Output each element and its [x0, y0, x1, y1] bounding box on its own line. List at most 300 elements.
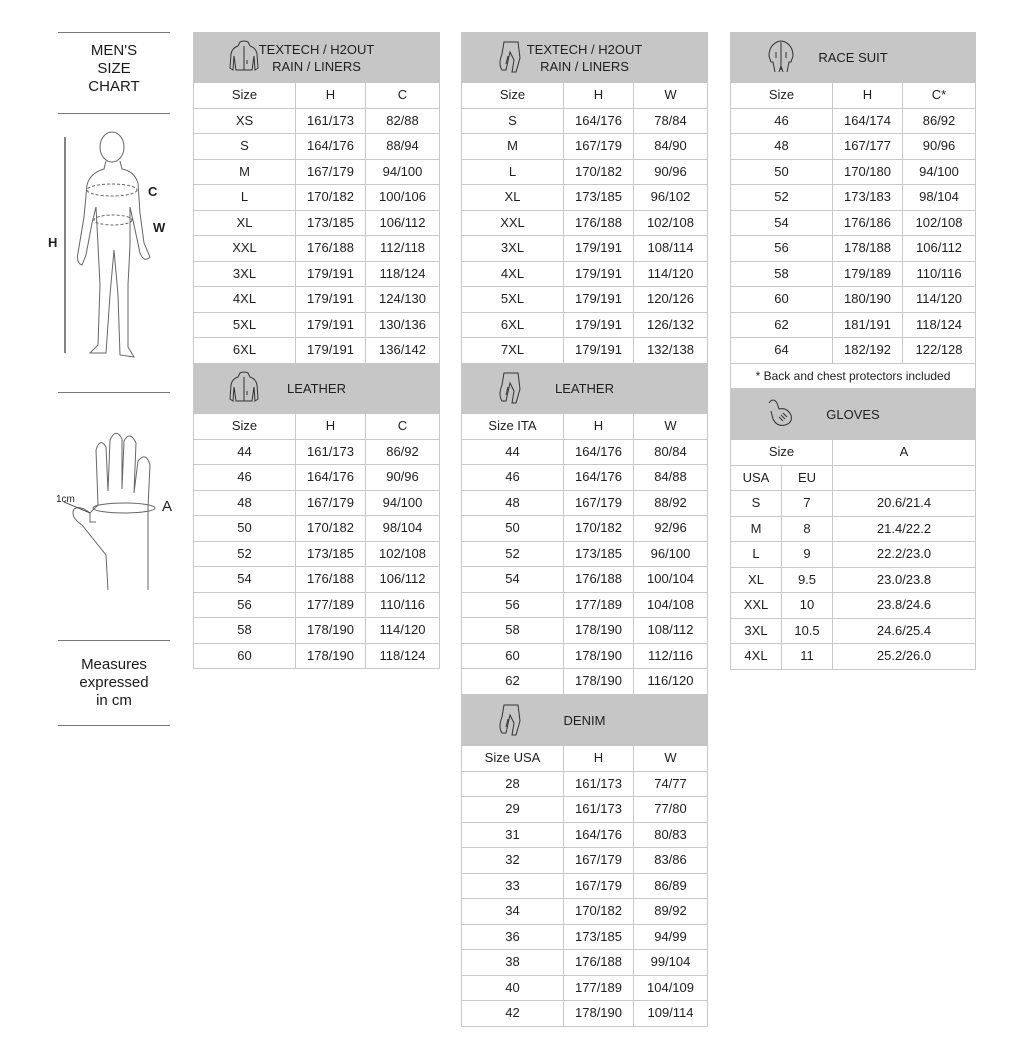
table-row: [194, 236, 440, 262]
table-cell: 164/176: [564, 465, 634, 491]
table-cell: 130/136: [366, 312, 440, 338]
table-cell: 173/185: [564, 185, 634, 211]
table-row: [731, 338, 976, 364]
table-cell: 62: [462, 669, 564, 695]
glove-icon: [765, 397, 797, 431]
table-row: [731, 108, 976, 134]
table-cell: 170/182: [564, 516, 634, 542]
table-cell: L: [194, 185, 296, 211]
table-cell: 58: [194, 618, 296, 644]
table-cell: 9.5: [782, 567, 833, 593]
table-cell: 167/179: [296, 490, 366, 516]
table-cell: 102/108: [634, 210, 708, 236]
table-cell: 10: [782, 593, 833, 619]
table-row: [194, 465, 440, 491]
column-header: H: [296, 83, 366, 109]
table-cell: 173/185: [564, 541, 634, 567]
table-row: [462, 797, 708, 823]
table-cell: 176/188: [564, 950, 634, 976]
column-header: Size ITA: [462, 414, 564, 440]
table-cell: 33: [462, 873, 564, 899]
table-row: [194, 159, 440, 185]
table-cell: 164/176: [564, 439, 634, 465]
table-cell: 52: [731, 185, 833, 211]
table-cell: 42: [462, 1001, 564, 1027]
column-headers: [731, 83, 976, 109]
table-cell: 83/86: [634, 848, 708, 874]
table-header: [731, 390, 976, 440]
table-row: [462, 592, 708, 618]
column-header: C: [366, 414, 440, 440]
table-row: [462, 848, 708, 874]
table-cell: 21.4/22.2: [833, 516, 976, 542]
table-row: [194, 439, 440, 465]
table-row: [731, 491, 976, 517]
table-row: [194, 516, 440, 542]
table-cell: 104/109: [634, 975, 708, 1001]
table-cell: 122/128: [903, 338, 976, 364]
table-gloves: [730, 389, 976, 670]
table-cell: 179/191: [296, 338, 366, 364]
table-cell: 118/124: [903, 312, 976, 338]
table-cell: 167/179: [564, 134, 634, 160]
table-cell: 179/191: [296, 261, 366, 287]
table-cell: 40: [462, 975, 564, 1001]
table-cell: 58: [731, 261, 833, 287]
table-cell: M: [731, 516, 782, 542]
table-row: [194, 338, 440, 364]
table-cell: 54: [462, 567, 564, 593]
table-cell: 173/185: [564, 924, 634, 950]
pants-icon: [496, 40, 528, 74]
svg-text:W: W: [153, 220, 166, 235]
jacket-icon: [228, 371, 260, 405]
title-line: MEN'S: [90, 42, 138, 59]
note-line: Measures: [81, 656, 147, 673]
table-row: [462, 516, 708, 542]
table-cell: 170/182: [564, 899, 634, 925]
table-cell: 62: [731, 312, 833, 338]
column-header: Size: [194, 414, 296, 440]
table-cell: 179/191: [564, 236, 634, 262]
divider: [58, 392, 170, 393]
table-cell: 170/180: [833, 159, 903, 185]
table-title: TEXTECH / H2OUT: [526, 41, 643, 57]
table-cell: 7: [782, 491, 833, 517]
column-headers: [194, 414, 440, 440]
table-row: [194, 567, 440, 593]
table-cell: 60: [731, 287, 833, 313]
table-cell: 90/96: [634, 159, 708, 185]
table-cell: 116/120: [634, 669, 708, 695]
table-cell: 181/191: [833, 312, 903, 338]
table-cell: 56: [194, 592, 296, 618]
table-row: [731, 542, 976, 568]
table-cell: 98/104: [366, 516, 440, 542]
table-cell: 173/183: [833, 185, 903, 211]
table-row: [462, 236, 708, 262]
table-cell: 56: [462, 592, 564, 618]
table-cell: 164/176: [296, 465, 366, 491]
table-cell: 170/182: [296, 516, 366, 542]
table-header: [194, 364, 440, 414]
table-cell: 31: [462, 822, 564, 848]
table-cell: 102/108: [903, 210, 976, 236]
table-row: [731, 159, 976, 185]
table-jacket-leather: [193, 363, 440, 669]
table-cell: 89/92: [634, 899, 708, 925]
table-cell: M: [194, 159, 296, 185]
table-cell: 176/188: [296, 567, 366, 593]
note-line: in cm: [96, 692, 132, 709]
table-cell: 96/100: [634, 541, 708, 567]
table-row: [194, 312, 440, 338]
table-cell: 88/92: [634, 490, 708, 516]
table-row: [194, 134, 440, 160]
table-cell: 120/126: [634, 287, 708, 313]
table-cell: 170/182: [296, 185, 366, 211]
table-row: [462, 822, 708, 848]
table-cell: 179/191: [564, 287, 634, 313]
table-row: [194, 261, 440, 287]
table-race-suit: [730, 32, 976, 389]
table-row: [731, 644, 976, 670]
hand-measure-figure: [50, 425, 190, 600]
table-title: RACE SUIT: [818, 50, 888, 65]
table-cell: 5XL: [194, 312, 296, 338]
table-cell: 94/99: [634, 924, 708, 950]
table-cell: 132/138: [634, 338, 708, 364]
table-cell: 46: [462, 465, 564, 491]
table-cell: 106/112: [366, 210, 440, 236]
table-row: [194, 643, 440, 669]
table-row: [731, 593, 976, 619]
table-row: [462, 618, 708, 644]
table-cell: 46: [731, 108, 833, 134]
table-row: [462, 771, 708, 797]
table-cell: 28: [462, 771, 564, 797]
table-cell: 124/130: [366, 287, 440, 313]
table-cell: 52: [194, 541, 296, 567]
table-jacket-textech: [193, 32, 440, 364]
table-cell: 173/185: [296, 210, 366, 236]
table-row: [462, 287, 708, 313]
column-header: Size: [194, 83, 296, 109]
table-cell: 3XL: [731, 618, 782, 644]
table-cell: 56: [731, 236, 833, 262]
table-cell: S: [194, 134, 296, 160]
table-cell: 50: [462, 516, 564, 542]
table-cell: 36: [462, 924, 564, 950]
svg-text:A: A: [162, 498, 173, 515]
table-cell: 38: [462, 950, 564, 976]
table-row: [194, 618, 440, 644]
table-cell: 164/174: [833, 108, 903, 134]
race-suit-icon: [765, 40, 797, 74]
body-measure-figure: [40, 125, 180, 365]
table-row: [194, 592, 440, 618]
svg-text:H: H: [48, 235, 58, 250]
table-row: [194, 490, 440, 516]
table-row: [731, 516, 976, 542]
table-cell: 167/179: [564, 490, 634, 516]
table-cell: 80/83: [634, 822, 708, 848]
table-cell: 110/116: [903, 261, 976, 287]
column-header: W: [634, 414, 708, 440]
table-row: [462, 950, 708, 976]
table-cell: 167/177: [833, 134, 903, 160]
table-cell: 118/124: [366, 261, 440, 287]
table-header: [462, 33, 708, 83]
table-cell: 99/104: [634, 950, 708, 976]
table-row: [462, 975, 708, 1001]
table-cell: 44: [194, 439, 296, 465]
column-header: H: [564, 746, 634, 772]
table-cell: 112/118: [366, 236, 440, 262]
table-cell: 161/173: [564, 771, 634, 797]
column-header: A: [833, 440, 976, 466]
table-cell: 102/108: [366, 541, 440, 567]
table-row: [462, 899, 708, 925]
table-row: [731, 210, 976, 236]
table-cell: 164/176: [564, 822, 634, 848]
table-cell: 94/100: [366, 159, 440, 185]
table-cell: 77/80: [634, 797, 708, 823]
table-cell: 176/188: [564, 567, 634, 593]
table-subtitle: RAIN / LINERS: [540, 58, 629, 74]
table-cell: 25.2/26.0: [833, 644, 976, 670]
table-cell: 118/124: [366, 643, 440, 669]
svg-text:C: C: [148, 184, 158, 199]
table-cell: XXL: [731, 593, 782, 619]
table-cell: 48: [462, 490, 564, 516]
table-row: [462, 643, 708, 669]
table-cell: 112/116: [634, 643, 708, 669]
table-cell: 32: [462, 848, 564, 874]
table-cell: 114/120: [903, 287, 976, 313]
table-row: [462, 312, 708, 338]
table-cell: 94/100: [903, 159, 976, 185]
table-cell: 178/190: [564, 618, 634, 644]
column-header: Size: [731, 440, 833, 466]
table-cell: 34: [462, 899, 564, 925]
table-cell: 4XL: [194, 287, 296, 313]
table-cell: 29: [462, 797, 564, 823]
table-row: [462, 490, 708, 516]
table-cell: 179/189: [833, 261, 903, 287]
table-cell: 178/190: [296, 643, 366, 669]
column-headers: [194, 83, 440, 109]
table-cell: 74/77: [634, 771, 708, 797]
table-cell: 167/179: [564, 848, 634, 874]
table-cell: 179/191: [564, 261, 634, 287]
table-cell: 178/190: [564, 1001, 634, 1027]
table-cell: 178/188: [833, 236, 903, 262]
table-cell: 10.5: [782, 618, 833, 644]
table-cell: 179/191: [296, 312, 366, 338]
table-cell: 136/142: [366, 338, 440, 364]
table-cell: 106/112: [366, 567, 440, 593]
column-header: H: [296, 414, 366, 440]
column-subheader: EU: [782, 465, 833, 491]
table-cell: 7XL: [462, 338, 564, 364]
svg-text:1cm: 1cm: [56, 494, 75, 505]
table-cell: 82/88: [366, 108, 440, 134]
table-cell: 64: [731, 338, 833, 364]
divider: [58, 113, 170, 114]
table-cell: 5XL: [462, 287, 564, 313]
table-cell: 46: [194, 465, 296, 491]
table-cell: 78/84: [634, 108, 708, 134]
column-header: Size: [731, 83, 833, 109]
table-cell: S: [731, 491, 782, 517]
measurement-note: [58, 656, 170, 710]
jacket-icon: [228, 40, 260, 74]
table-row: [194, 108, 440, 134]
table-pants-denim: [461, 695, 708, 1027]
table-cell: 4XL: [462, 261, 564, 287]
table-cell: XXL: [194, 236, 296, 262]
table-cell: 23.0/23.8: [833, 567, 976, 593]
column-header: C*: [903, 83, 976, 109]
table-cell: 94/100: [366, 490, 440, 516]
table-cell: 178/190: [564, 643, 634, 669]
table-row: [731, 567, 976, 593]
table-cell: 86/92: [366, 439, 440, 465]
table-header: [462, 364, 708, 414]
column-subheader: USA: [731, 465, 782, 491]
table-title: LEATHER: [287, 381, 346, 396]
table-row: [731, 618, 976, 644]
table-cell: XL: [731, 567, 782, 593]
table-cell: 108/114: [634, 236, 708, 262]
table-cell: 23.8/24.6: [833, 593, 976, 619]
table-cell: 176/188: [296, 236, 366, 262]
table-cell: M: [462, 134, 564, 160]
title-line: CHART: [88, 78, 140, 95]
table-cell: 86/92: [903, 108, 976, 134]
table-cell: 3XL: [194, 261, 296, 287]
table-cell: 48: [194, 490, 296, 516]
table-cell: XXL: [462, 210, 564, 236]
table-cell: 106/112: [903, 236, 976, 262]
table-row: [462, 567, 708, 593]
footnote: * Back and chest protectors included: [731, 363, 976, 389]
table-cell: 104/108: [634, 592, 708, 618]
table-cell: 20.6/21.4: [833, 491, 976, 517]
column-headers: [462, 83, 708, 109]
table-title: DENIM: [563, 713, 606, 728]
table-row: [731, 134, 976, 160]
table-row: [462, 134, 708, 160]
table-header: [194, 33, 440, 83]
table-row: [462, 1001, 708, 1027]
table-cell: 88/94: [366, 134, 440, 160]
table-row: [462, 185, 708, 211]
table-cell: 84/88: [634, 465, 708, 491]
table-row: [731, 287, 976, 313]
table-cell: 161/173: [296, 439, 366, 465]
table-cell: 167/179: [296, 159, 366, 185]
table-cell: 173/185: [296, 541, 366, 567]
table-cell: 167/179: [564, 873, 634, 899]
table-cell: 176/188: [564, 210, 634, 236]
divider: [58, 725, 170, 726]
pants-icon: [496, 703, 528, 737]
table-cell: 114/120: [366, 618, 440, 644]
column-header: H: [564, 83, 634, 109]
table-cell: 58: [462, 618, 564, 644]
table-cell: 92/96: [634, 516, 708, 542]
table-subtitle: RAIN / LINERS: [272, 58, 361, 74]
column-headers: [731, 440, 976, 466]
table-row: [731, 261, 976, 287]
table-pants-textech: [461, 32, 708, 364]
table-cell: 4XL: [731, 644, 782, 670]
column-header: Size USA: [462, 746, 564, 772]
table-cell: 114/120: [634, 261, 708, 287]
column-header: W: [634, 83, 708, 109]
table-cell: 182/192: [833, 338, 903, 364]
table-row: [731, 312, 976, 338]
table-row: [462, 338, 708, 364]
table-cell: 170/182: [564, 159, 634, 185]
table-cell: 86/89: [634, 873, 708, 899]
table-cell: 161/173: [296, 108, 366, 134]
table-row: [194, 210, 440, 236]
table-row: [462, 924, 708, 950]
table-cell: 180/190: [833, 287, 903, 313]
note-line: expressed: [79, 674, 149, 691]
table-cell: L: [462, 159, 564, 185]
table-row: [462, 669, 708, 695]
table-cell: 3XL: [462, 236, 564, 262]
table-row: [731, 236, 976, 262]
table-cell: 100/106: [366, 185, 440, 211]
table-cell: 109/114: [634, 1001, 708, 1027]
table-row: [462, 108, 708, 134]
table-cell: 44: [462, 439, 564, 465]
pants-icon: [496, 371, 528, 405]
page-title: [58, 42, 170, 96]
table-cell: 48: [731, 134, 833, 160]
table-row: [462, 261, 708, 287]
title-line: SIZE: [97, 60, 131, 77]
table-cell: 110/116: [366, 592, 440, 618]
column-subheaders: [731, 465, 976, 491]
table-cell: 100/104: [634, 567, 708, 593]
table-cell: 6XL: [194, 338, 296, 364]
table-cell: 161/173: [564, 797, 634, 823]
table-title: GLOVES: [826, 407, 880, 422]
table-cell: 178/190: [564, 669, 634, 695]
table-cell: L: [731, 542, 782, 568]
table-cell: 126/132: [634, 312, 708, 338]
table-row: [462, 210, 708, 236]
table-row: [462, 159, 708, 185]
table-cell: 8: [782, 516, 833, 542]
table-row: [462, 541, 708, 567]
table-cell: 24.6/25.4: [833, 618, 976, 644]
column-headers: [462, 414, 708, 440]
table-cell: 108/112: [634, 618, 708, 644]
table-cell: 54: [731, 210, 833, 236]
column-headers: [462, 746, 708, 772]
table-cell: 9: [782, 542, 833, 568]
table-cell: 50: [731, 159, 833, 185]
table-cell: 164/176: [296, 134, 366, 160]
table-cell: 90/96: [903, 134, 976, 160]
